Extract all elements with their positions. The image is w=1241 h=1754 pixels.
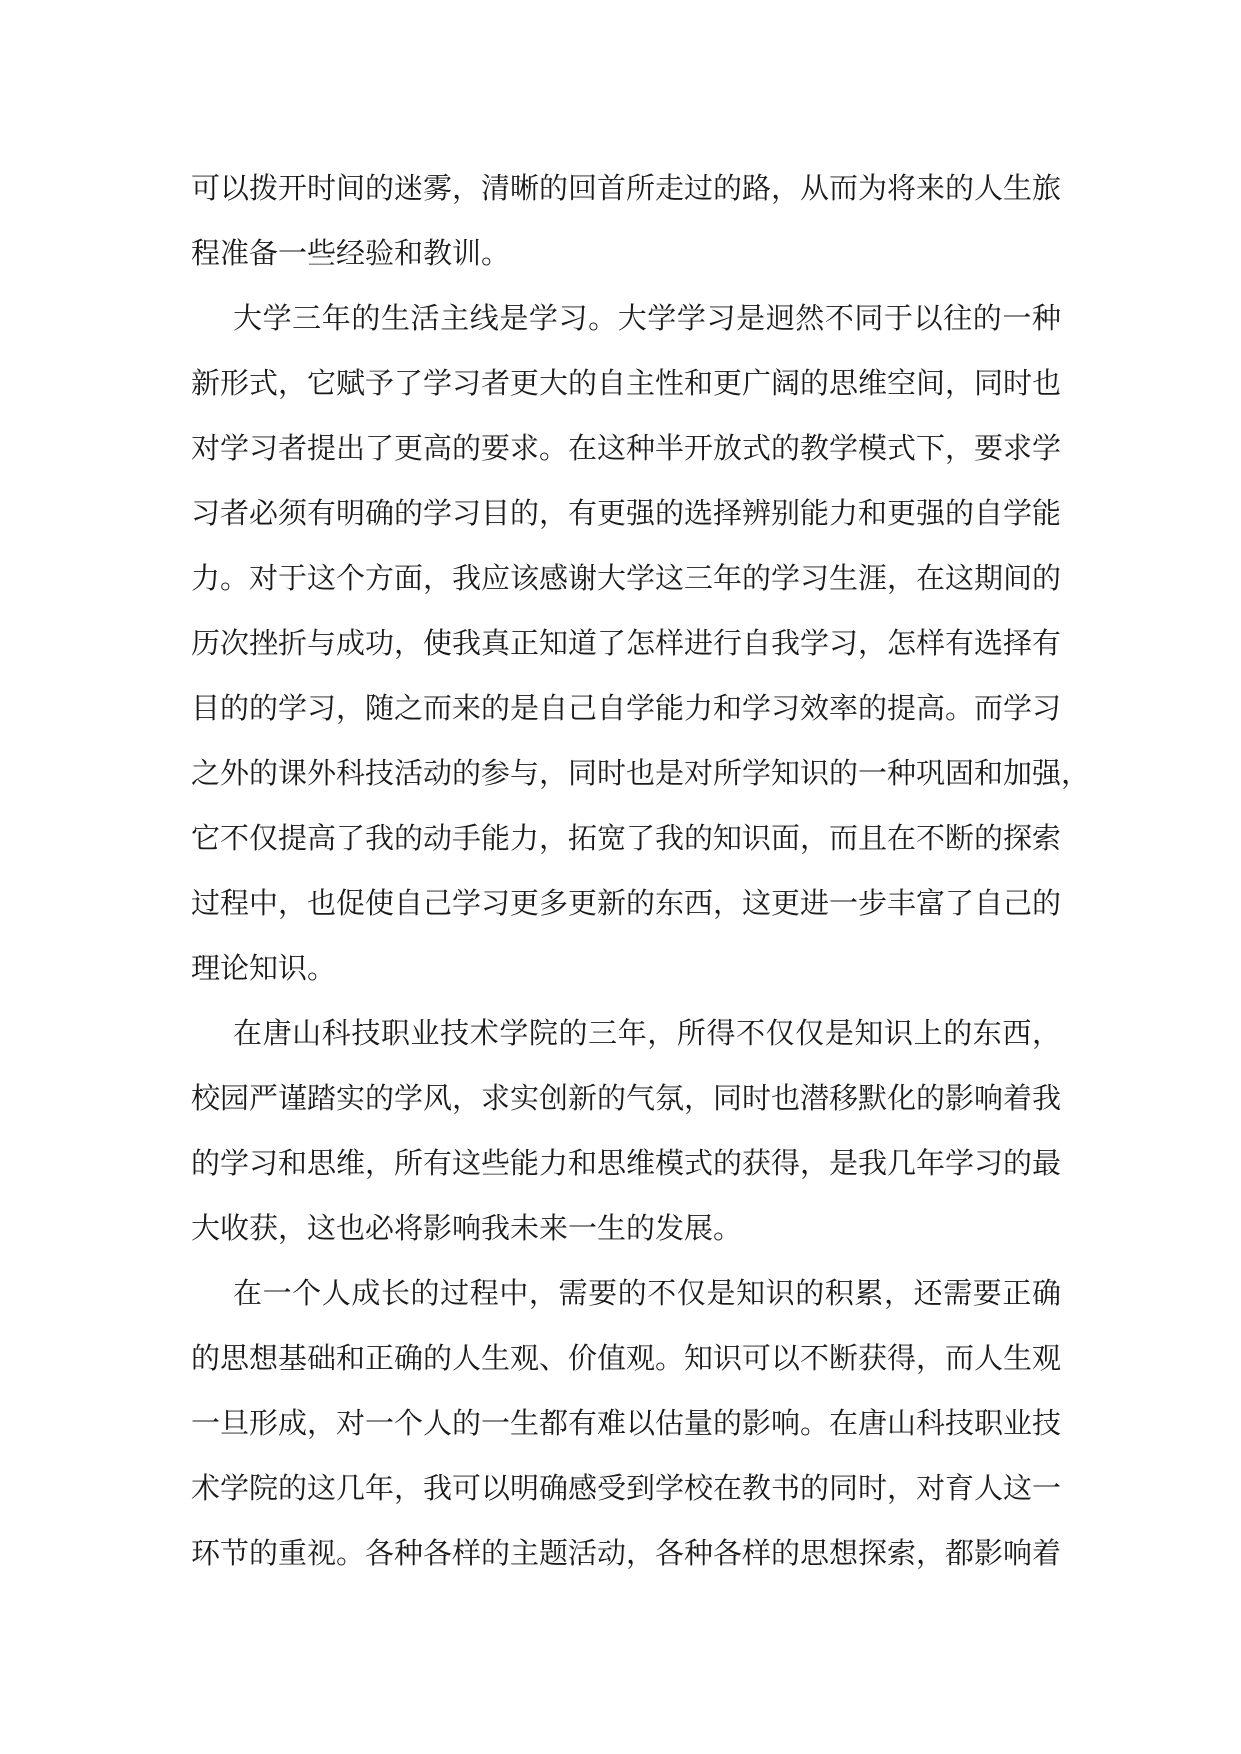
text-line: 术学院的这几年，我可以明确感受到学校在教书的同时，对育人这一 [191, 1471, 1062, 1505]
text-line: 理论知识。 [191, 951, 337, 985]
text-line: 大收获，这也必将影响我未来一生的发展。 [191, 1211, 743, 1245]
text-line: 大学三年的生活主线是学习。大学学习是迥然不同于以往的一种 [233, 301, 1061, 335]
paragraph-4 [191, 1261, 1061, 1586]
text-line: 对学习者提出了更高的要求。在这种半开放式的教学模式下，要求学 [191, 431, 1062, 465]
text-line: 一旦形成，对一个人的一生都有难以估量的影响。在唐山科技职业技 [191, 1406, 1062, 1440]
text-line: 在唐山科技职业技术学院的三年，所得不仅仅是知识上的东西， [233, 1016, 1061, 1050]
text-line: 在一个人成长的过程中，需要的不仅是知识的积累，还需要正确 [233, 1276, 1061, 1310]
text-line: 的学习和思维，所有这些能力和思维模式的获得，是我几年学习的最 [191, 1146, 1062, 1180]
body-text [191, 156, 1091, 1586]
text-line: 新形式，它赋予了学习者更大的自主性和更广阔的思维空间，同时也 [191, 366, 1062, 400]
text-line: 它不仅提高了我的动手能力，拓宽了我的知识面，而且在不断的探索 [191, 821, 1062, 855]
text-line: 校园严谨踏实的学风，求实创新的气氛，同时也潜移默化的影响着我 [191, 1081, 1062, 1115]
text-line: 目的的学习，随之而来的是自己自学能力和学习效率的提高。而学习 [191, 691, 1062, 725]
paragraph-1 [191, 156, 1061, 286]
text-line: 的思想基础和正确的人生观、价值观。知识可以不断获得，而人生观 [191, 1341, 1062, 1375]
text-line: 习者必须有明确的学习目的，有更强的选择辨别能力和更强的自学能 [191, 496, 1062, 530]
text-line: 程准备一些经验和教训。 [191, 236, 511, 270]
text-line: 可以拨开时间的迷雾，清晰的回首所走过的路，从而为将来的人生旅 [191, 171, 1062, 205]
text-line: 过程中，也促使自己学习更多更新的东西，这更进一步丰富了自己的 [191, 886, 1062, 920]
text-line: 之外的课外科技活动的参与，同时也是对所学知识的一种巩固和加强， [191, 756, 1091, 790]
paragraph-3 [191, 1001, 1061, 1261]
text-line: 历次挫折与成功，使我真正知道了怎样进行自我学习，怎样有选择有 [191, 626, 1062, 660]
text-line: 环节的重视。各种各样的主题活动，各种各样的思想探索，都影响着 [191, 1536, 1062, 1570]
paragraph-2 [191, 286, 1091, 1001]
text-line: 力。对于这个方面，我应该感谢大学这三年的学习生涯，在这期间的 [191, 561, 1062, 595]
